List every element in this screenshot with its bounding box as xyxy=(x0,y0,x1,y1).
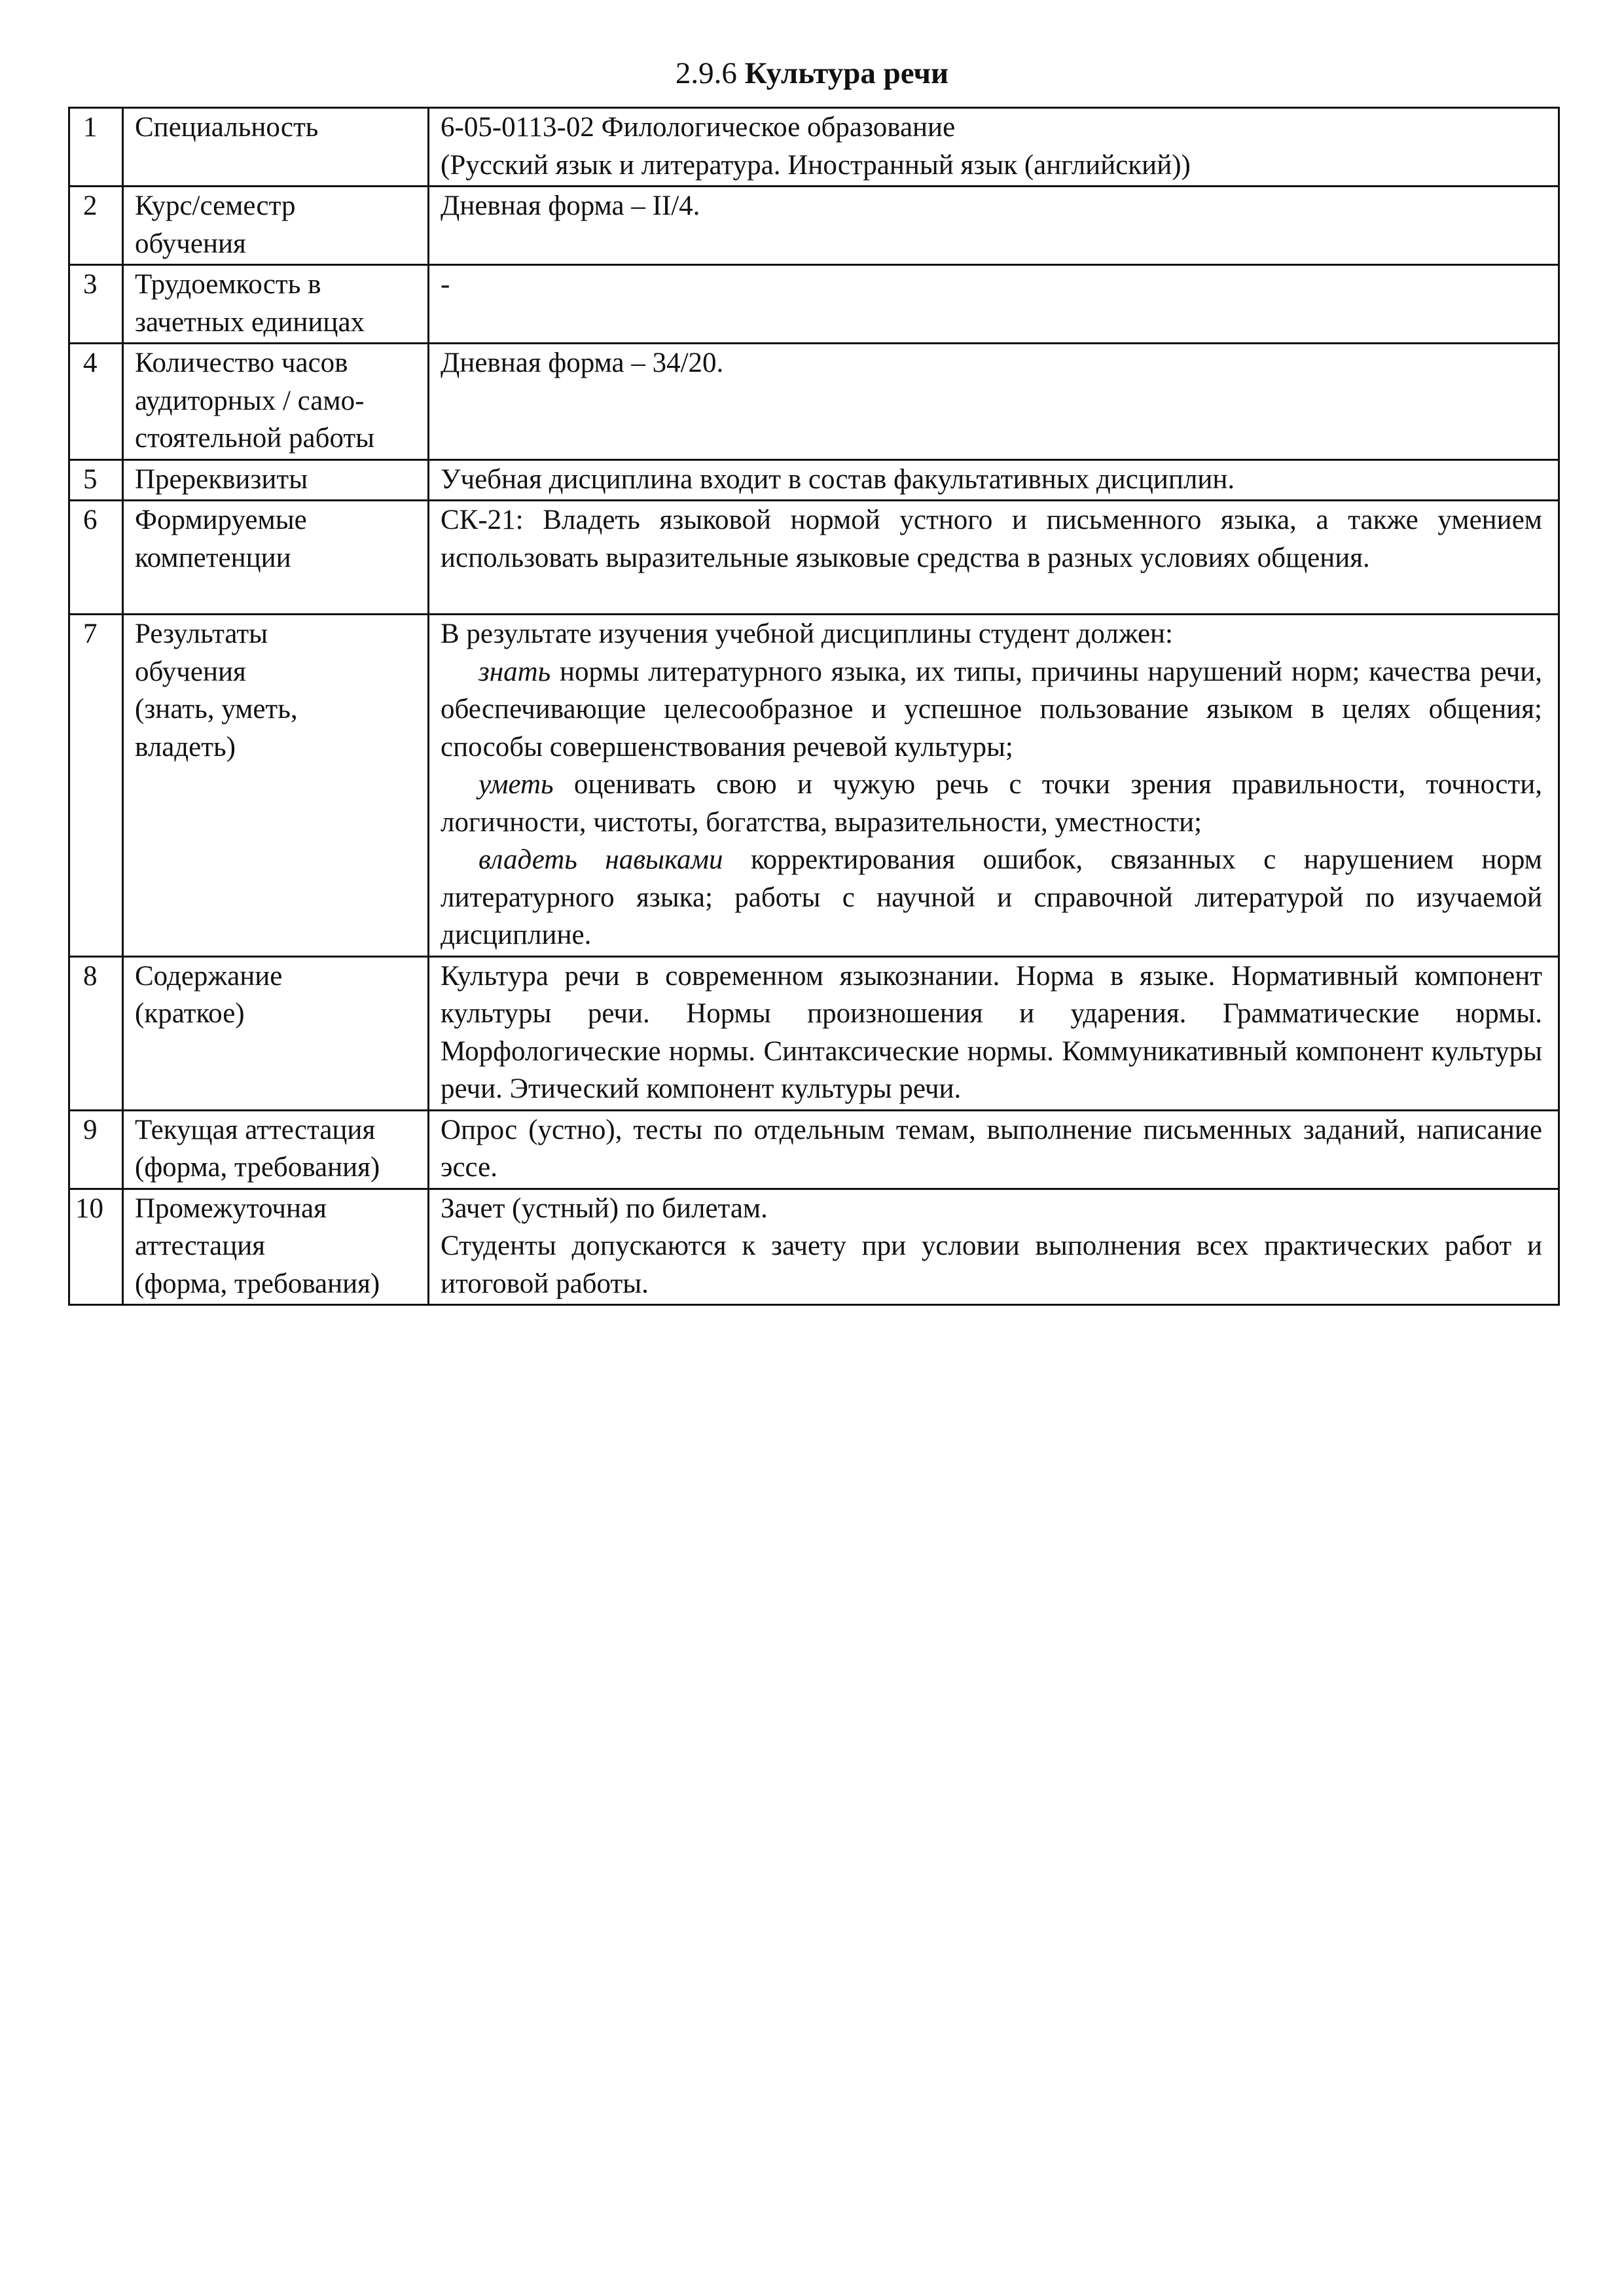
row-value xyxy=(429,615,1559,957)
row-label xyxy=(123,956,429,1110)
know-term: знать xyxy=(478,656,551,687)
label-line: (форма, требования) xyxy=(135,1268,380,1299)
row-label xyxy=(123,187,429,265)
row-label xyxy=(123,501,429,615)
row-value: СК-21: Владеть языковой нормой устного и письменного языка, а также умением использовать выразительные языковые средства в разных условиях общения. xyxy=(429,501,1559,615)
row-label xyxy=(123,1189,429,1305)
learning-own xyxy=(441,841,1542,954)
row-number: 8 xyxy=(69,956,123,1110)
row-number: 7 xyxy=(69,615,123,957)
row-number: 10 xyxy=(69,1189,123,1305)
label-line: стоятельной работы xyxy=(135,423,375,454)
own-text: корректирования ошибок, связанных с нарушением норм литературного языка; работы с научной и справочной литературой по изучаемой дисциплине. xyxy=(441,844,1542,950)
course-info-table xyxy=(68,107,1560,1306)
label-line: Курс/семестр xyxy=(135,190,296,221)
table-row xyxy=(69,615,1559,957)
table-row xyxy=(69,501,1559,615)
row-value xyxy=(429,1189,1559,1305)
learning-know xyxy=(441,653,1542,766)
label-line: Количество часов xyxy=(135,348,348,378)
title-number: 2.9.6 xyxy=(675,56,737,90)
row-value: Учебная дисциплина входит в состав факультативных дисциплин. xyxy=(429,459,1559,501)
row-number: 6 xyxy=(69,501,123,615)
label-line: (форма, требования) xyxy=(135,1152,380,1183)
table-row xyxy=(69,344,1559,460)
label-line: Текущая аттестация xyxy=(135,1114,376,1145)
page-title xyxy=(0,55,1624,92)
table-row xyxy=(69,1110,1559,1189)
value-line: Зачет (устный) по билетам. xyxy=(441,1193,768,1224)
label-line: Содержание xyxy=(135,960,283,992)
row-value xyxy=(429,108,1559,187)
can-text: оценивать свою и чужую речь с точки зрения правильности, точности, логичности, чистоты, богатства, выразительности, уместности; xyxy=(441,769,1542,838)
row-value: Опрос (устно), тесты по отдельным темам, выполнение письменных заданий, написание эссе. xyxy=(429,1110,1559,1189)
label-line: Результаты xyxy=(135,619,268,649)
table-row xyxy=(69,459,1559,501)
row-value: Дневная форма – 34/20. xyxy=(429,344,1559,460)
row-label xyxy=(123,1110,429,1189)
learning-intro: В результате изучения учебной дисциплины студент должен: xyxy=(441,619,1174,649)
table-row xyxy=(69,956,1559,1110)
row-number: 3 xyxy=(69,265,123,344)
row-label xyxy=(123,344,429,460)
row-label: Специальность xyxy=(123,108,429,187)
table-row xyxy=(69,1189,1559,1305)
own-term: владеть навыками xyxy=(478,844,723,875)
label-line: зачетных единицах xyxy=(135,306,365,338)
row-number: 4 xyxy=(69,344,123,460)
title-name: Культура речи xyxy=(744,56,949,90)
row-label xyxy=(123,265,429,344)
row-value: Культура речи в современном языкознании. Норма в языке. Нормативный компонент культуры речи. Нормы произношения и ударения. Грамматические нормы. Морфологические нормы. Синтаксические нормы. Коммуникативный компонент культуры речи. Этический компонент культуры речи. xyxy=(429,956,1559,1110)
label-line: Формируемые xyxy=(135,505,307,535)
value-line: Студенты допускаются к зачету при условии выполнения всех практических работ и итоговой работы. xyxy=(441,1230,1542,1299)
label-line: Трудоемкость в xyxy=(135,269,321,300)
label-line: владеть) xyxy=(135,731,236,762)
row-label: Пререквизиты xyxy=(123,459,429,501)
label-line: обучения xyxy=(135,228,246,259)
label-line: обучения xyxy=(135,656,246,687)
value-line: (Русский язык и литература. Иностранный язык (английский)) xyxy=(441,149,1191,181)
label-line: Промежуточная xyxy=(135,1193,327,1224)
row-value: - xyxy=(429,265,1559,344)
learning-can xyxy=(441,766,1542,841)
row-number: 1 xyxy=(69,108,123,187)
row-label xyxy=(123,615,429,957)
row-number: 5 xyxy=(69,459,123,501)
label-line: аудиторных / само- xyxy=(135,385,365,416)
row-value: Дневная форма – II/4. xyxy=(429,187,1559,265)
table-row xyxy=(69,265,1559,344)
can-term: уметь xyxy=(478,769,554,800)
label-line: (краткое) xyxy=(135,998,245,1029)
value-line: 6-05-0113-02 Филологическое образование xyxy=(441,112,956,143)
table-row xyxy=(69,187,1559,265)
label-line: аттестация xyxy=(135,1230,266,1261)
know-text: нормы литературного языка, их типы, причины нарушений норм; качества речи, обеспечивающие целесообразное и успешное пользование языком в целях общения; способы совершенствования речевой культуры; xyxy=(441,656,1542,762)
row-number: 2 xyxy=(69,187,123,265)
label-line: (знать, уметь, xyxy=(135,694,298,725)
label-line: компетенции xyxy=(135,542,291,573)
table-row xyxy=(69,108,1559,187)
row-number: 9 xyxy=(69,1110,123,1189)
